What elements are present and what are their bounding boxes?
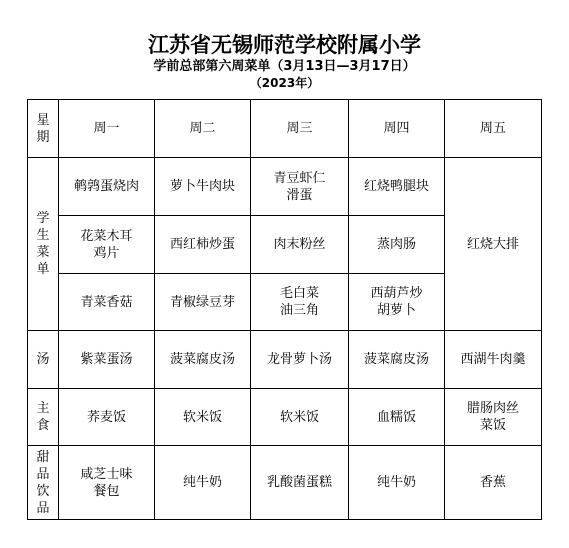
staple-cell-fri: 腊肠肉丝 菜饭 [445, 389, 542, 446]
dessert-cell-tue: 纯牛奶 [155, 446, 251, 520]
soup-cell-mon: 紫菜蛋汤 [59, 331, 155, 389]
student-dishes-label: 学生菜单 [28, 158, 59, 331]
staple-cell-wed: 软米饭 [251, 389, 349, 446]
day-header-wed: 周三 [251, 100, 349, 158]
dish-cell-tue-3: 青椒绿豆芽 [155, 274, 251, 331]
menu-subtitle: 学前总部第六周菜单（3月13日—3月17日） [153, 59, 416, 74]
menu-year: （2023年） [249, 76, 320, 90]
dessert-row [28, 446, 542, 520]
staple-cell-tue: 软米饭 [155, 389, 251, 446]
dish-cell-tue-2: 西红柿炒蛋 [155, 216, 251, 274]
day-header-tue: 周二 [155, 100, 251, 158]
dish-cell-wed-3: 毛白菜 油三角 [251, 274, 349, 331]
weekly-menu-table [27, 99, 542, 520]
dessert-cell-wed: 乳酸菌蛋糕 [251, 446, 349, 520]
dish-cell-thu-3: 西葫芦炒 胡萝卜 [349, 274, 445, 331]
dish-cell-fri: 红烧大排 [445, 158, 542, 331]
dish-cell-mon-2: 花菜木耳 鸡片 [59, 216, 155, 274]
page-title: 江苏省无锡师范学校附属小学 [148, 32, 421, 57]
dessert-label: 甜品饮品 [28, 446, 59, 520]
dish-cell-wed-2: 肉末粉丝 [251, 216, 349, 274]
soup-cell-tue: 菠菜腐皮汤 [155, 331, 251, 389]
dish-cell-tue-1: 萝卜牛肉块 [155, 158, 251, 216]
dish-cell-thu-1: 红烧鸭腿块 [349, 158, 445, 216]
dish-cell-thu-2: 蒸肉肠 [349, 216, 445, 274]
dessert-cell-mon: 咸芝士味 餐包 [59, 446, 155, 520]
soup-row [28, 331, 542, 389]
staple-label: 主食 [28, 389, 59, 446]
staple-cell-mon: 荞麦饭 [59, 389, 155, 446]
dish-row-1 [28, 158, 542, 216]
dish-cell-wed-1: 青豆虾仁 滑蛋 [251, 158, 349, 216]
dessert-cell-fri: 香蕉 [445, 446, 542, 520]
dessert-cell-thu: 纯牛奶 [349, 446, 445, 520]
day-header-fri: 周五 [445, 100, 542, 158]
dish-cell-mon-1: 鹌鹑蛋烧肉 [59, 158, 155, 216]
soup-cell-wed: 龙骨萝卜汤 [251, 331, 349, 389]
header-row [28, 100, 542, 158]
staple-row [28, 389, 542, 446]
staple-cell-thu: 血糯饭 [349, 389, 445, 446]
soup-label: 汤 [28, 331, 59, 389]
soup-cell-fri: 西湖牛肉羹 [445, 331, 542, 389]
day-header-thu: 周四 [349, 100, 445, 158]
weekday-corner-label: 星期 [28, 100, 59, 158]
dish-cell-mon-3: 青菜香菇 [59, 274, 155, 331]
day-header-mon: 周一 [59, 100, 155, 158]
soup-cell-thu: 菠菜腐皮汤 [349, 331, 445, 389]
